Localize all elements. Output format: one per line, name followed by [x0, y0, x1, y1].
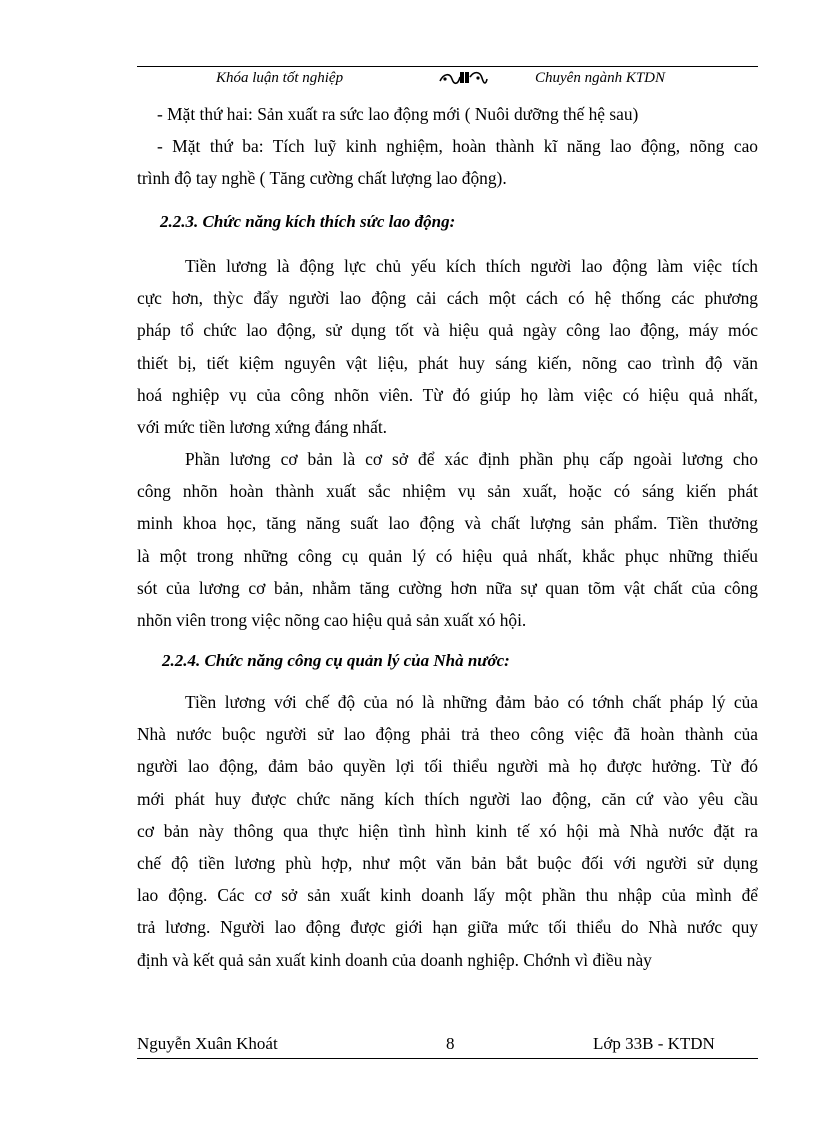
decorative-flourish-icon: [438, 69, 488, 87]
paragraph-line: định và kết quả sản xuất kinh doanh của doanh nghiệp. Chớnh vì điều này: [137, 949, 652, 970]
paragraph-line: công nhõn hoàn thành xuất sắc nhiệm vụ sản xuất, hoặc có sáng kiến phát: [137, 481, 758, 502]
paragraph-line: là một trong những công cụ quản lý có hiệu quả nhất, khắc phục những thiếu: [137, 545, 758, 566]
intro-line: trình độ tay nghề ( Tăng cường chất lượng lao động).: [137, 168, 507, 189]
paragraph-line: nhõn viên trong việc nõng cao hiệu quả sản xuất xó hội.: [137, 609, 527, 630]
paragraph-line: minh khoa học, tăng năng suất lao động và chất lượng sản phẩm. Tiền thưởng: [137, 513, 758, 534]
footer-page-number: 8: [446, 1034, 455, 1053]
paragraph-line: chế độ tiền lương phù hợp, như một văn bản bắt buộc đối với người sử dụng: [137, 852, 758, 873]
paragraph-line: Phần lương cơ bản là cơ sở để xác định phần phụ cấp ngoài lương cho: [185, 449, 758, 469]
footer-author: Nguyễn Xuân Khoát: [137, 1034, 278, 1053]
paragraph-line: lao động. Các cơ sở sản xuất kinh doanh lấy một phần thu nhập của mình để: [137, 885, 758, 906]
paragraph-line: trả lương. Người lao động được giới hạn giữa mức tối thiểu do Nhà nước quy: [137, 917, 758, 938]
section1-paragraph2: [137, 443, 758, 636]
section2-paragraph1: [137, 686, 758, 976]
paragraph-line: cơ bản này thông qua thực hiện tình hình kinh tế xó hội mà Nhà nước đặt ra: [137, 820, 758, 841]
paragraph-line: sót của lương cơ bản, nhằm tăng cường hơn nữa sự quan tõm vật chất của công: [137, 577, 758, 598]
footer-class-label: Lớp 33B - KTDN: [593, 1034, 715, 1053]
header-right-title: Chuyên ngành KTDN: [535, 70, 666, 86]
intro-line: - Mặt thứ hai: Sản xuất ra sức lao động mới ( Nuôi dưỡng thế hệ sau): [157, 104, 639, 124]
section1-paragraph1: [137, 250, 758, 443]
paragraph-line: thiết bị, tiết kiệm nguyên vật liệu, phát huy sáng kiến, nõng cao trình độ văn: [137, 352, 758, 373]
paragraph-line: mới phát huy được chức năng kích thích người lao động, căn cứ vào yêu cầu: [137, 788, 758, 809]
paragraph-line: pháp tổ chức lao động, sử dụng tốt và hiệu quả ngày công lao động, máy móc: [137, 320, 758, 341]
paragraph-line: hoá nghiệp vụ của công nhõn viên. Từ đó giúp họ làm việc có hiệu quả nhất,: [137, 384, 758, 405]
paragraph-line: cực hơn, thỳc đẩy người lao động cải cách một cách có hệ thống các phương: [137, 288, 758, 309]
paragraph-line: người lao động, đảm bảo quyền lợi tối thiểu người mà họ được hưởng. Từ đó: [137, 756, 758, 777]
paragraph-line: Tiền lương với chế độ của nó là những đảm bảo có tớnh chất pháp lý của: [185, 692, 758, 712]
intro-line: - Mặt thứ ba: Tích luỹ kinh nghiệm, hoàn thành kĩ năng lao động, nõng cao: [157, 136, 758, 157]
section-heading: 2.2.4. Chức năng công cụ quản lý của Nhà nước:: [162, 651, 510, 670]
footer-rule: [137, 1058, 758, 1059]
paragraph-line: Nhà nước buộc người sử lao động phải trả theo công việc đã hoàn thành của: [137, 724, 758, 745]
paragraph-line: với mức tiền lương xứng đáng nhất.: [137, 416, 388, 437]
paragraph-line: Tiền lương là động lực chủ yếu kích thích người lao động làm việc tích: [185, 256, 758, 276]
intro-block: [137, 98, 758, 195]
section-heading: 2.2.3. Chức năng kích thích sức lao động:: [160, 212, 456, 231]
header-left-title: Khóa luận tốt nghiệp: [216, 70, 344, 86]
